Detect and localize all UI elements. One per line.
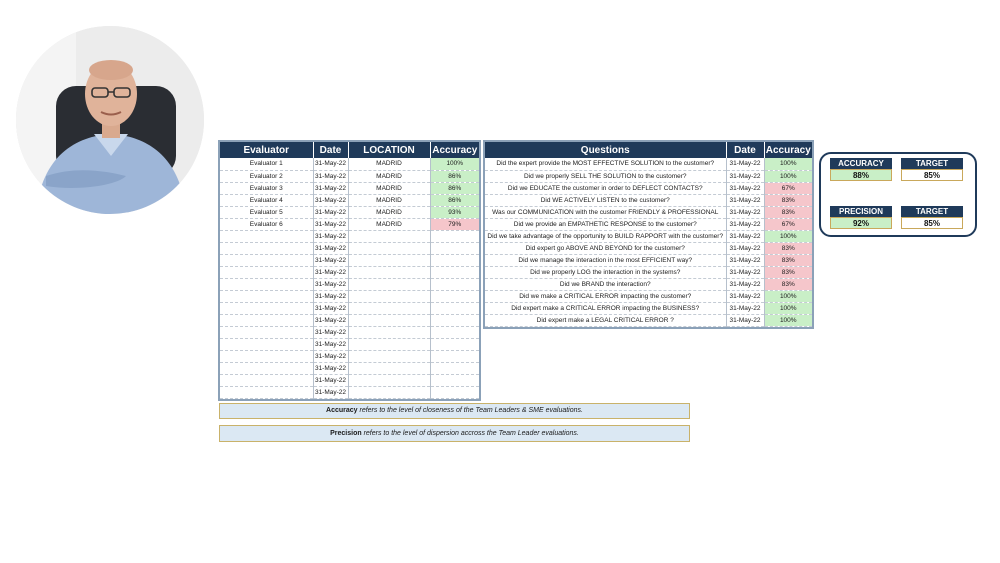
accuracy-target bbox=[901, 158, 963, 181]
date-cell[interactable]: 31-May-22 bbox=[726, 266, 764, 278]
table-row[interactable] bbox=[220, 350, 479, 362]
date-cell[interactable]: 31-May-22 bbox=[313, 254, 348, 266]
table-row[interactable] bbox=[485, 158, 812, 170]
column-header-location[interactable]: LOCATION bbox=[348, 142, 430, 158]
evaluator-cell[interactable]: Evaluator 4 bbox=[220, 194, 313, 206]
location-cell[interactable] bbox=[348, 266, 430, 278]
date-cell[interactable]: 31-May-22 bbox=[726, 218, 764, 230]
question-cell[interactable]: Did we take advantage of the opportunity to BUILD RAPPORT with the customer? bbox=[485, 230, 726, 242]
accuracy-cell[interactable]: 93% bbox=[430, 206, 479, 218]
date-cell[interactable]: 31-May-22 bbox=[313, 194, 348, 206]
accuracy-kpi-label: ACCURACY bbox=[830, 158, 892, 169]
table-row[interactable] bbox=[220, 230, 479, 242]
table-row[interactable] bbox=[220, 326, 479, 338]
evaluator-cell[interactable] bbox=[220, 338, 313, 350]
date-cell[interactable]: 31-May-22 bbox=[726, 242, 764, 254]
accuracy-cell[interactable]: 67% bbox=[764, 218, 812, 230]
date-cell[interactable]: 31-May-22 bbox=[313, 314, 348, 326]
accuracy-cell[interactable]: 79% bbox=[430, 218, 479, 230]
accuracy-kpi bbox=[830, 158, 892, 181]
table-row[interactable] bbox=[485, 182, 812, 194]
table-row[interactable] bbox=[485, 302, 812, 314]
question-cell[interactable]: Did we provide an EMPATHETIC RESPONSE to the customer? bbox=[485, 218, 726, 230]
precision-target bbox=[901, 206, 963, 229]
column-header-questions[interactable]: Questions bbox=[485, 142, 726, 158]
evaluator-cell[interactable] bbox=[220, 326, 313, 338]
precision-note bbox=[219, 425, 690, 442]
accuracy-cell[interactable]: 83% bbox=[764, 254, 812, 266]
accuracy-note bbox=[219, 403, 690, 419]
date-cell[interactable]: 31-May-22 bbox=[726, 206, 764, 218]
date-cell[interactable]: 31-May-22 bbox=[313, 326, 348, 338]
location-cell[interactable]: MADRID bbox=[348, 206, 430, 218]
evaluator-cell[interactable]: Evaluator 1 bbox=[220, 158, 313, 170]
table-row[interactable] bbox=[220, 314, 479, 326]
table-row[interactable] bbox=[220, 218, 479, 230]
question-cell[interactable]: Did we properly SELL THE SOLUTION to the customer? bbox=[485, 170, 726, 182]
table-row[interactable] bbox=[220, 302, 479, 314]
table-row[interactable] bbox=[220, 362, 479, 374]
table-row[interactable] bbox=[220, 266, 479, 278]
location-cell[interactable] bbox=[348, 374, 430, 386]
date-cell[interactable]: 31-May-22 bbox=[313, 158, 348, 170]
question-cell[interactable]: Did we BRAND the interaction? bbox=[485, 278, 726, 290]
evaluator-cell[interactable] bbox=[220, 230, 313, 242]
location-cell[interactable] bbox=[348, 254, 430, 266]
accuracy-cell[interactable]: 100% bbox=[764, 302, 812, 314]
table-row[interactable] bbox=[485, 206, 812, 218]
accuracy-cell[interactable] bbox=[430, 242, 479, 254]
location-cell[interactable] bbox=[348, 278, 430, 290]
table-row[interactable] bbox=[485, 194, 812, 206]
accuracy-cell[interactable] bbox=[430, 290, 479, 302]
question-cell[interactable]: Did we properly LOG the interaction in the systems? bbox=[485, 266, 726, 278]
evaluator-cell[interactable] bbox=[220, 386, 313, 398]
precision-target-label: TARGET bbox=[901, 206, 963, 217]
date-cell[interactable]: 31-May-22 bbox=[726, 230, 764, 242]
location-cell[interactable] bbox=[348, 386, 430, 398]
accuracy-cell[interactable] bbox=[430, 374, 479, 386]
location-cell[interactable]: MADRID bbox=[348, 170, 430, 182]
location-cell[interactable]: MADRID bbox=[348, 218, 430, 230]
accuracy-cell[interactable] bbox=[430, 386, 479, 398]
date-cell[interactable]: 31-May-22 bbox=[313, 242, 348, 254]
table-row[interactable] bbox=[220, 374, 479, 386]
evaluator-cell[interactable]: Evaluator 2 bbox=[220, 170, 313, 182]
table-row[interactable] bbox=[220, 254, 479, 266]
date-cell[interactable]: 31-May-22 bbox=[313, 218, 348, 230]
table-row[interactable] bbox=[485, 230, 812, 242]
date-cell[interactable]: 31-May-22 bbox=[313, 206, 348, 218]
evaluator-table bbox=[218, 140, 481, 401]
date-cell[interactable]: 31-May-22 bbox=[726, 290, 764, 302]
table-row[interactable] bbox=[220, 158, 479, 170]
evaluator-cell[interactable] bbox=[220, 254, 313, 266]
date-cell[interactable]: 31-May-22 bbox=[313, 230, 348, 242]
precision-kpi bbox=[830, 206, 892, 229]
precision-note-text: refers to the level of dispersion accross the Team Leader evaluations. bbox=[361, 430, 579, 437]
evaluator-cell[interactable] bbox=[220, 302, 313, 314]
location-cell[interactable] bbox=[348, 290, 430, 302]
table-row[interactable] bbox=[485, 314, 812, 326]
accuracy-cell[interactable]: 100% bbox=[764, 170, 812, 182]
question-cell[interactable]: Did WE ACTIVELY LISTEN to the customer? bbox=[485, 194, 726, 206]
date-cell[interactable]: 31-May-22 bbox=[313, 302, 348, 314]
evaluator-cell[interactable] bbox=[220, 290, 313, 302]
column-header-evaluator[interactable]: Evaluator bbox=[220, 142, 313, 158]
table-row[interactable] bbox=[220, 338, 479, 350]
precision-kpi-value[interactable]: 92% bbox=[830, 217, 892, 229]
location-cell[interactable] bbox=[348, 230, 430, 242]
accuracy-cell[interactable] bbox=[430, 254, 479, 266]
precision-note-term: Precision bbox=[330, 430, 362, 437]
question-cell[interactable]: Did expert make a LEGAL CRITICAL ERROR ? bbox=[485, 314, 726, 326]
table-row[interactable] bbox=[485, 278, 812, 290]
evaluator-cell[interactable]: Evaluator 3 bbox=[220, 182, 313, 194]
table-row[interactable] bbox=[485, 266, 812, 278]
date-cell[interactable]: 31-May-22 bbox=[313, 278, 348, 290]
accuracy-target-value[interactable]: 85% bbox=[901, 169, 963, 181]
column-header-date[interactable]: Date bbox=[726, 142, 764, 158]
accuracy-cell[interactable]: 86% bbox=[430, 170, 479, 182]
table-row[interactable] bbox=[485, 242, 812, 254]
kpi-panel bbox=[819, 152, 977, 237]
evaluator-cell[interactable]: Evaluator 5 bbox=[220, 206, 313, 218]
accuracy-cell[interactable]: 83% bbox=[764, 206, 812, 218]
table-row[interactable] bbox=[485, 218, 812, 230]
location-cell[interactable] bbox=[348, 362, 430, 374]
date-cell[interactable]: 31-May-22 bbox=[313, 182, 348, 194]
evaluator-table-header bbox=[220, 142, 479, 158]
webcam-video bbox=[16, 26, 204, 214]
location-cell[interactable] bbox=[348, 302, 430, 314]
accuracy-cell[interactable] bbox=[430, 350, 479, 362]
table-row[interactable] bbox=[220, 386, 479, 398]
question-cell[interactable]: Was our COMMUNICATION with the customer FRIENDLY & PROFESSIONAL bbox=[485, 206, 726, 218]
date-cell[interactable]: 31-May-22 bbox=[726, 278, 764, 290]
date-cell[interactable]: 31-May-22 bbox=[313, 290, 348, 302]
evaluator-cell[interactable] bbox=[220, 314, 313, 326]
accuracy-cell[interactable]: 86% bbox=[430, 182, 479, 194]
evaluator-cell[interactable] bbox=[220, 350, 313, 362]
table-row[interactable] bbox=[220, 206, 479, 218]
accuracy-kpi-value[interactable]: 88% bbox=[830, 169, 892, 181]
evaluator-cell[interactable] bbox=[220, 266, 313, 278]
location-cell[interactable] bbox=[348, 326, 430, 338]
accuracy-cell[interactable] bbox=[430, 326, 479, 338]
date-cell[interactable]: 31-May-22 bbox=[726, 170, 764, 182]
accuracy-cell[interactable] bbox=[430, 362, 479, 374]
accuracy-cell[interactable] bbox=[430, 338, 479, 350]
column-header-date[interactable]: Date bbox=[313, 142, 348, 158]
date-cell[interactable]: 31-May-22 bbox=[726, 194, 764, 206]
accuracy-cell[interactable]: 100% bbox=[430, 158, 479, 170]
questions-table bbox=[483, 140, 814, 329]
presenter-image bbox=[16, 26, 204, 214]
date-cell[interactable]: 31-May-22 bbox=[313, 362, 348, 374]
table-row[interactable] bbox=[220, 194, 479, 206]
accuracy-target-label: TARGET bbox=[901, 158, 963, 169]
accuracy-cell[interactable]: 100% bbox=[764, 158, 812, 170]
questions-table-body bbox=[485, 158, 812, 326]
accuracy-cell[interactable]: 86% bbox=[430, 194, 479, 206]
accuracy-note-text: refers to the level of closeness of the Team Leaders & SME evaluations. bbox=[357, 407, 583, 414]
accuracy-cell[interactable]: 100% bbox=[764, 314, 812, 326]
date-cell[interactable]: 31-May-22 bbox=[726, 314, 764, 326]
date-cell[interactable]: 31-May-22 bbox=[313, 338, 348, 350]
date-cell[interactable]: 31-May-22 bbox=[726, 254, 764, 266]
location-cell[interactable] bbox=[348, 338, 430, 350]
table-row[interactable] bbox=[220, 182, 479, 194]
location-cell[interactable] bbox=[348, 314, 430, 326]
accuracy-cell[interactable]: 83% bbox=[764, 194, 812, 206]
date-cell[interactable]: 31-May-22 bbox=[726, 302, 764, 314]
location-cell[interactable]: MADRID bbox=[348, 182, 430, 194]
accuracy-cell[interactable]: 67% bbox=[764, 182, 812, 194]
evaluator-cell[interactable] bbox=[220, 362, 313, 374]
accuracy-note-term: Accuracy bbox=[326, 407, 358, 414]
accuracy-cell[interactable]: 83% bbox=[764, 278, 812, 290]
evaluator-cell[interactable] bbox=[220, 242, 313, 254]
accuracy-cell[interactable] bbox=[430, 314, 479, 326]
column-header-accuracy[interactable]: Accuracy bbox=[430, 142, 479, 158]
table-row[interactable] bbox=[220, 290, 479, 302]
question-cell[interactable]: Did we make a CRITICAL ERROR impacting the customer? bbox=[485, 290, 726, 302]
accuracy-cell[interactable] bbox=[430, 266, 479, 278]
location-cell[interactable]: MADRID bbox=[348, 158, 430, 170]
accuracy-cell[interactable] bbox=[430, 278, 479, 290]
question-cell[interactable]: Did expert make a CRITICAL ERROR impacting the BUSINESS? bbox=[485, 302, 726, 314]
location-cell[interactable]: MADRID bbox=[348, 194, 430, 206]
precision-kpi-label: PRECISION bbox=[830, 206, 892, 217]
table-row[interactable] bbox=[220, 242, 479, 254]
evaluator-table-body bbox=[220, 158, 479, 398]
location-cell[interactable] bbox=[348, 242, 430, 254]
evaluator-cell[interactable] bbox=[220, 278, 313, 290]
date-cell[interactable]: 31-May-22 bbox=[313, 386, 348, 398]
date-cell[interactable]: 31-May-22 bbox=[726, 158, 764, 170]
accuracy-cell[interactable] bbox=[430, 230, 479, 242]
table-row[interactable] bbox=[220, 170, 479, 182]
date-cell[interactable]: 31-May-22 bbox=[313, 374, 348, 386]
location-cell[interactable] bbox=[348, 350, 430, 362]
accuracy-cell[interactable]: 83% bbox=[764, 266, 812, 278]
accuracy-cell[interactable]: 100% bbox=[764, 290, 812, 302]
table-row[interactable] bbox=[485, 254, 812, 266]
column-header-accuracy[interactable]: Accuracy bbox=[764, 142, 812, 158]
table-row[interactable] bbox=[220, 278, 479, 290]
question-cell[interactable]: Did the expert provide the MOST EFFECTIVE SOLUTION to the customer? bbox=[485, 158, 726, 170]
date-cell[interactable]: 31-May-22 bbox=[726, 182, 764, 194]
accuracy-cell[interactable]: 100% bbox=[764, 230, 812, 242]
question-cell[interactable]: Did expert go ABOVE AND BEYOND for the customer? bbox=[485, 242, 726, 254]
evaluator-cell[interactable] bbox=[220, 374, 313, 386]
accuracy-cell[interactable]: 83% bbox=[764, 242, 812, 254]
table-row[interactable] bbox=[485, 170, 812, 182]
date-cell[interactable]: 31-May-22 bbox=[313, 170, 348, 182]
questions-table-header bbox=[485, 142, 812, 158]
question-cell[interactable]: Did we manage the interaction in the most EFFICIENT way? bbox=[485, 254, 726, 266]
accuracy-cell[interactable] bbox=[430, 302, 479, 314]
evaluator-cell[interactable]: Evaluator 6 bbox=[220, 218, 313, 230]
precision-target-value[interactable]: 85% bbox=[901, 217, 963, 229]
question-cell[interactable]: Did we EDUCATE the customer in order to DEFLECT CONTACTS? bbox=[485, 182, 726, 194]
table-row[interactable] bbox=[485, 290, 812, 302]
date-cell[interactable]: 31-May-22 bbox=[313, 350, 348, 362]
date-cell[interactable]: 31-May-22 bbox=[313, 266, 348, 278]
